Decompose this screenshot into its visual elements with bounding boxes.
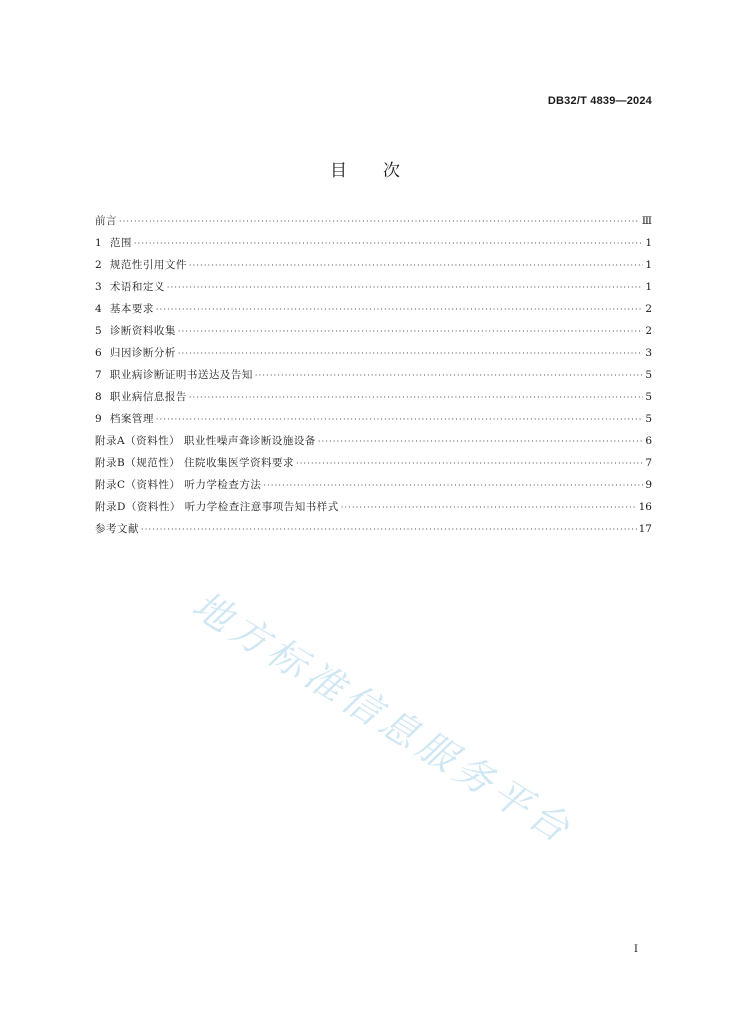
toc-entry-label: 6 归因诊断分析 — [95, 347, 176, 359]
toc-entry-label: 7 职业病诊断证明书送达及告知 — [95, 369, 253, 381]
toc-dot-leader — [318, 437, 643, 446]
toc-entry-label: 3 术语和定义 — [95, 281, 165, 293]
toc-entry-page: 5 — [645, 413, 652, 425]
toc-entry-label: 2 规范性引用文件 — [95, 259, 187, 271]
toc-entry-page: 2 — [645, 325, 652, 337]
toc-entry[interactable] — [95, 389, 652, 411]
toc-dot-leader — [341, 503, 637, 512]
toc-entry[interactable] — [95, 301, 652, 323]
toc-entry-label: 4 基本要求 — [95, 303, 154, 315]
toc-dot-leader — [156, 305, 643, 314]
toc-entry-label: 1 范围 — [95, 237, 132, 249]
document-code: DB32/T 4839—2024 — [547, 95, 652, 107]
toc-entry[interactable] — [95, 345, 652, 367]
toc-entry-label: 前言 — [95, 215, 117, 227]
toc-entry-page: Ⅲ — [641, 215, 652, 227]
toc-entry-page: 6 — [645, 435, 652, 447]
toc-entry[interactable] — [95, 433, 652, 455]
toc-entry[interactable] — [95, 235, 652, 257]
toc-entry-page: 17 — [638, 523, 652, 535]
toc-entry[interactable] — [95, 257, 652, 279]
toc-entry-page: 1 — [645, 259, 652, 271]
toc-dot-leader — [189, 261, 643, 270]
toc-entry[interactable] — [95, 455, 652, 477]
toc-title: 目次 — [330, 161, 436, 181]
toc-entry[interactable] — [95, 323, 652, 345]
toc-entry-label: 8 职业病信息报告 — [95, 391, 187, 403]
toc-entry[interactable] — [95, 477, 652, 499]
toc-dot-leader — [263, 481, 643, 490]
toc-entry-label: 附录A（资料性） 职业性噪声聋诊断设施设备 — [95, 435, 316, 447]
toc-entry-label: 附录C（资料性） 听力学检查方法 — [95, 479, 262, 491]
toc-entry-label: 附录D（资料性） 听力学检查注意事项告知书样式 — [95, 501, 339, 513]
toc-entry-page: 5 — [645, 391, 652, 403]
toc-dot-leader — [141, 525, 637, 534]
page-number: I — [634, 944, 638, 955]
toc-entry-page: 3 — [645, 347, 652, 359]
toc-entry-label: 附录B（规范性） 住院收集医学资料要求 — [95, 457, 295, 469]
toc-entry-page: 9 — [645, 479, 652, 491]
toc-entry[interactable] — [95, 213, 652, 235]
toc-entry-label: 5 诊断资料收集 — [95, 325, 176, 337]
toc-entry[interactable] — [95, 367, 652, 389]
toc-dot-leader — [296, 459, 643, 468]
toc-entry[interactable] — [95, 279, 652, 301]
toc-dot-leader — [178, 327, 643, 336]
toc-dot-leader — [255, 371, 643, 380]
toc-entry-page: 7 — [645, 457, 652, 469]
toc-entry-label: 9 档案管理 — [95, 413, 154, 425]
toc-entry[interactable] — [95, 499, 652, 521]
toc-entry-page: 1 — [645, 237, 652, 249]
toc-entry[interactable] — [95, 521, 652, 543]
toc-entry-page: 5 — [645, 369, 652, 381]
toc-dot-leader — [178, 349, 643, 358]
toc-dot-leader — [134, 239, 643, 248]
toc-dot-leader — [156, 415, 643, 424]
toc-entry-page: 1 — [645, 281, 652, 293]
watermark: 地方标准信息服务平台 — [184, 582, 582, 854]
toc-dot-leader — [119, 217, 640, 226]
toc-entry-page: 16 — [638, 501, 652, 513]
toc-entry[interactable] — [95, 411, 652, 433]
toc-list — [95, 213, 652, 543]
toc-dot-leader — [167, 283, 643, 292]
toc-entry-page: 2 — [645, 303, 652, 315]
toc-entry-label: 参考文献 — [95, 523, 139, 535]
toc-dot-leader — [189, 393, 643, 402]
